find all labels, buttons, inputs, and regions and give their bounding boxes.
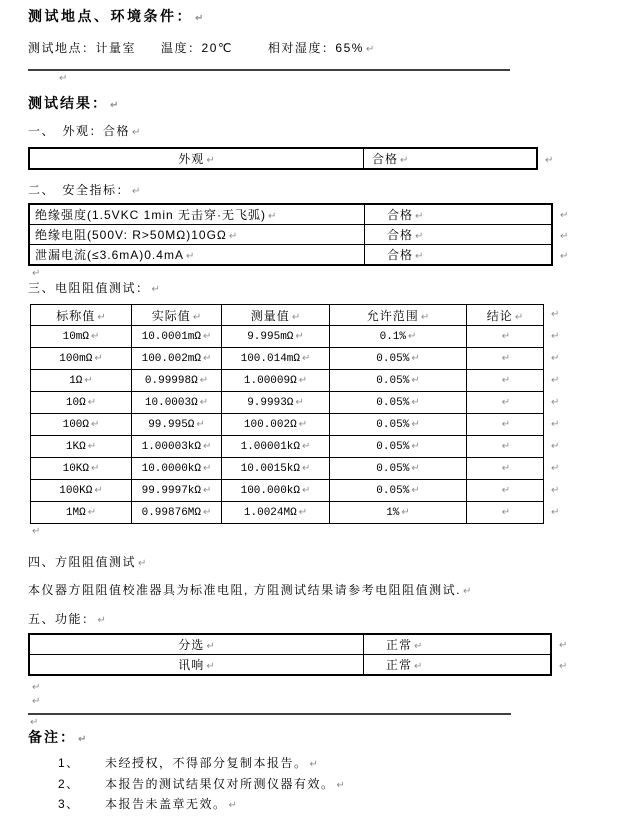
conclusion-cell	[467, 392, 544, 414]
safety-table	[28, 203, 580, 266]
range-cell	[330, 370, 467, 392]
safety-item-cell	[29, 204, 365, 225]
col-header-text: 标称值	[56, 308, 96, 323]
temperature-label: 温度：	[161, 41, 202, 55]
actual-value: 0.99998Ω	[144, 374, 198, 387]
empty-paragraph	[30, 266, 622, 280]
paragraph-mark-icon: ↵	[545, 154, 554, 166]
safety-item: 绝缘强度(1.5VKC 1min 无击穿·无飞弧)	[35, 208, 267, 222]
nominal-cell	[31, 414, 132, 436]
paragraph-mark-icon: ↵	[206, 641, 215, 652]
paragraph-mark-icon: ↵	[199, 396, 209, 408]
row-end-mark-cell	[552, 204, 579, 225]
range-value: 0.05%	[376, 396, 410, 409]
range-value: 0.1%	[379, 330, 406, 343]
paragraph-mark-icon: ↵	[97, 311, 106, 323]
paragraph-mark-icon: ↵	[501, 462, 511, 474]
row-end-mark-cell	[544, 458, 570, 480]
paragraph-mark-icon: ↵	[463, 586, 472, 597]
paragraph-mark-icon: ↵	[97, 615, 106, 626]
safety-result-cell	[365, 204, 553, 225]
paragraph-mark-icon: ↵	[302, 484, 311, 496]
paragraph-mark-icon: ↵	[501, 506, 511, 518]
conclusion-cell	[467, 436, 544, 458]
remark-item	[28, 775, 622, 796]
remark-number: 1、	[58, 756, 80, 770]
nominal-cell	[31, 348, 132, 370]
row-end-mark-cell	[552, 225, 579, 245]
paragraph-mark-icon: ↵	[206, 661, 215, 672]
resistance-heading	[28, 280, 622, 298]
paragraph-mark-icon: ↵	[132, 186, 141, 197]
conclusion-cell	[467, 370, 544, 392]
appearance-item-cell	[29, 148, 364, 169]
table-header-row	[31, 305, 570, 326]
function-result-cell	[364, 634, 552, 655]
nominal-value: 10Ω	[65, 396, 86, 409]
remarks-list	[28, 754, 622, 816]
env-conditions-title	[28, 8, 622, 27]
measured-value: 100.002Ω	[243, 418, 297, 431]
actual-cell	[132, 458, 222, 480]
paragraph-mark-icon: ↵	[203, 352, 212, 364]
paragraph-mark-icon: ↵	[559, 660, 568, 672]
conclusion-cell	[467, 414, 544, 436]
paragraph-mark-icon: ↵	[501, 352, 511, 364]
measured-cell	[222, 502, 330, 524]
nominal-cell	[31, 392, 132, 414]
empty-paragraph	[30, 694, 622, 708]
row-end-mark-cell	[544, 436, 570, 458]
conclusion-cell	[467, 326, 544, 348]
range-cell	[330, 326, 467, 348]
actual-cell	[132, 414, 222, 436]
safety-item: 绝缘电阻(500V: R>50MΩ)10GΩ	[35, 228, 227, 242]
range-cell	[330, 436, 467, 458]
paragraph-mark-icon: ↵	[309, 759, 318, 770]
paragraph-mark-icon: ↵	[110, 100, 119, 111]
measured-value: 1.0024MΩ	[243, 506, 297, 519]
location-value: 计量室	[95, 41, 137, 55]
sheet-resistance-note-text: 本仪器方阻阻值校准器具为标准电阻, 方阻测试结果请参考电阻阻值测试.	[28, 583, 462, 597]
paragraph-mark-icon: ↵	[203, 330, 212, 342]
nominal-value: 1MΩ	[65, 506, 86, 519]
paragraph-mark-icon: ↵	[203, 484, 212, 496]
paragraph-mark-icon: ↵	[298, 506, 308, 518]
conclusion-cell	[467, 348, 544, 370]
paragraph-mark-icon: ↵	[302, 440, 311, 452]
function-result: 正常	[386, 658, 413, 672]
paragraph-mark-icon: ↵	[298, 418, 308, 430]
appearance-item: 外观	[178, 152, 205, 166]
safety-result: 合格	[387, 228, 414, 242]
paragraph-mark-icon: ↵	[551, 506, 560, 518]
paragraph-mark-icon: ↵	[551, 462, 560, 474]
remark-text	[105, 795, 237, 816]
paragraph-mark-icon: ↵	[151, 284, 160, 295]
paragraph-mark-icon: ↵	[411, 484, 420, 496]
paragraph-mark-icon: ↵	[302, 462, 311, 474]
table-row	[29, 634, 578, 655]
col-header-actual	[132, 305, 222, 326]
functions-heading-text: 五、功能：	[28, 612, 96, 626]
safety-item-cell	[29, 225, 365, 245]
paragraph-mark-icon: ↵	[138, 558, 147, 569]
paragraph-mark-icon: ↵	[192, 311, 202, 323]
paragraph-mark-icon: ↵	[551, 374, 560, 386]
paragraph-mark-icon: ↵	[298, 374, 308, 386]
humidity-value: 65%	[335, 41, 364, 55]
nominal-cell	[31, 370, 132, 392]
table-row	[31, 480, 570, 502]
function-result: 正常	[386, 638, 413, 652]
row-end-mark-cell	[544, 305, 570, 326]
safety-result: 合格	[387, 208, 414, 222]
paragraph-mark-icon: ↵	[195, 13, 204, 24]
remark-number: 2、	[58, 776, 80, 791]
paragraph-mark-icon: ↵	[560, 210, 569, 222]
paragraph-mark-icon: ↵	[414, 661, 423, 672]
empty-paragraph	[30, 524, 622, 538]
functions-table	[28, 633, 579, 676]
actual-cell	[132, 502, 222, 524]
function-item: 分选	[178, 638, 205, 652]
safety-result: 合格	[387, 248, 414, 262]
nominal-value: 100Ω	[62, 418, 89, 431]
paragraph-mark-icon: ↵	[501, 330, 511, 342]
paragraph-mark-icon: ↵	[411, 440, 420, 452]
paragraph-mark-icon: ↵	[501, 396, 511, 408]
appearance-heading-text: 一、 外观：合格	[28, 124, 131, 138]
sheet-resistance-note	[28, 582, 622, 600]
paragraph-mark-icon: ↵	[302, 352, 311, 364]
safety-item-cell	[29, 245, 365, 266]
range-value: 1%	[386, 506, 400, 519]
actual-cell	[132, 326, 222, 348]
nominal-value: 100mΩ	[59, 352, 93, 365]
row-end-mark-cell	[544, 392, 570, 414]
paragraph-mark-icon: ↵	[132, 127, 141, 138]
remark-text-value: 本报告未盖章无效。	[105, 797, 227, 811]
table-row	[29, 245, 579, 266]
actual-cell	[132, 436, 222, 458]
nominal-cell	[31, 458, 132, 480]
paragraph-mark-icon: ↵	[560, 250, 569, 262]
humidity-label: 相对湿度：	[267, 41, 336, 55]
paragraph-mark-icon: ↵	[91, 330, 100, 342]
temperature-value: 20℃	[201, 41, 233, 55]
paragraph-mark-icon: ↵	[400, 155, 409, 166]
row-end-mark-cell	[544, 326, 570, 348]
actual-cell	[132, 370, 222, 392]
paragraph-mark-icon: ↵	[408, 330, 417, 342]
paragraph-mark-icon: ↵	[268, 211, 277, 222]
col-header-conclusion	[467, 305, 544, 326]
actual-value: 99.995Ω	[148, 418, 195, 431]
range-value: 0.05%	[376, 484, 410, 497]
paragraph-mark-icon: ↵	[559, 640, 568, 652]
actual-value: 10.0000kΩ	[141, 462, 202, 475]
actual-cell	[132, 480, 222, 502]
table-row	[31, 370, 570, 392]
paragraph-mark-icon: ↵	[185, 251, 195, 262]
measured-value: 1.00009Ω	[243, 374, 297, 387]
range-cell	[330, 348, 467, 370]
paragraph-mark-icon: ↵	[415, 231, 424, 242]
table-row	[31, 414, 570, 436]
measured-cell	[222, 326, 330, 348]
paragraph-mark-icon: ↵	[203, 506, 212, 518]
range-value: 0.05%	[376, 374, 410, 387]
appearance-result: 合格	[372, 152, 399, 166]
paragraph-mark-icon: ↵	[94, 352, 103, 364]
actual-cell	[132, 348, 222, 370]
col-header-allowed-range	[330, 305, 467, 326]
paragraph-mark-icon: ↵	[336, 779, 345, 791]
safety-result-cell	[365, 245, 553, 266]
actual-value: 10.0001mΩ	[141, 330, 202, 343]
row-end-mark-cell	[544, 370, 570, 392]
function-item-cell	[29, 634, 364, 655]
table-row	[29, 655, 578, 676]
remark-text-value: 未经授权，不得部分复制本报告。	[105, 756, 308, 770]
nominal-cell	[31, 480, 132, 502]
paragraph-mark-icon: ↵	[206, 155, 215, 166]
paragraph-mark-icon: ↵	[203, 440, 212, 452]
remark-item	[28, 754, 622, 775]
paragraph-mark-icon: ↵	[415, 251, 424, 262]
safety-heading	[28, 182, 622, 200]
measured-cell	[222, 436, 330, 458]
paragraph-mark-icon: ↵	[203, 462, 212, 474]
measured-value: 9.995mΩ	[247, 330, 294, 343]
paragraph-mark-icon: ↵	[91, 462, 100, 474]
nominal-value: 10KΩ	[62, 462, 89, 475]
measured-value: 100.014mΩ	[240, 352, 301, 365]
paragraph-mark-icon: ↵	[228, 231, 238, 242]
row-end-mark-cell	[544, 348, 570, 370]
env-conditions-line	[28, 40, 622, 58]
range-cell	[330, 458, 467, 480]
measured-cell	[222, 348, 330, 370]
row-end-mark-cell	[537, 148, 563, 169]
paragraph-mark-icon: ↵	[415, 211, 424, 222]
paragraph-mark-icon: ↵	[401, 506, 410, 518]
empty-paragraph	[28, 715, 622, 729]
paragraph-mark-icon: ↵	[59, 73, 68, 84]
function-result-cell	[364, 655, 552, 676]
remark-text-value: 本报告的测试结果仅对所测仪器有效。	[105, 776, 335, 791]
paragraph-mark-icon: ↵	[87, 396, 97, 408]
measured-cell	[222, 458, 330, 480]
appearance-table	[28, 147, 563, 170]
paragraph-mark-icon: ↵	[87, 440, 97, 452]
empty-paragraph	[57, 71, 622, 85]
paragraph-mark-icon: ↵	[91, 418, 100, 430]
paragraph-mark-icon: ↵	[228, 800, 237, 811]
row-end-mark-cell	[544, 480, 570, 502]
row-end-mark-cell	[551, 634, 578, 655]
appearance-result-cell	[364, 148, 538, 169]
conclusion-cell	[467, 502, 544, 524]
measured-value: 1.00001kΩ	[240, 440, 301, 453]
paragraph-mark-icon: ↵	[365, 44, 375, 55]
paragraph-mark-icon: ↵	[551, 396, 560, 408]
safety-result-cell	[365, 225, 553, 245]
remarks-title	[28, 729, 622, 748]
range-value: 0.05%	[376, 352, 410, 365]
col-header-text: 测量值	[250, 308, 290, 323]
paragraph-mark-icon: ↵	[411, 396, 420, 408]
table-row	[31, 458, 570, 480]
paragraph-mark-icon: ↵	[32, 682, 41, 693]
remark-text	[105, 775, 345, 796]
paragraph-mark-icon: ↵	[501, 418, 511, 430]
nominal-value: 1KΩ	[65, 440, 86, 453]
table-row	[31, 326, 570, 348]
function-item: 讯响	[178, 658, 205, 672]
actual-value: 10.0003Ω	[144, 396, 198, 409]
safety-item: 泄漏电流(≤3.6mA)0.4mA	[35, 248, 184, 262]
measured-value: 10.0015kΩ	[240, 462, 301, 475]
functions-heading	[28, 611, 622, 629]
safety-heading-text: 二、 安全指标：	[28, 183, 131, 197]
table-row	[29, 204, 579, 225]
actual-cell	[132, 392, 222, 414]
resistance-table	[30, 304, 570, 524]
nominal-value: 10mΩ	[62, 330, 89, 343]
results-title-text: 测试结果：	[28, 95, 108, 111]
paragraph-mark-icon: ↵	[291, 311, 301, 323]
col-header-nominal	[31, 305, 132, 326]
range-cell	[330, 414, 467, 436]
paragraph-mark-icon: ↵	[420, 311, 430, 323]
row-end-mark-cell	[552, 245, 579, 266]
paragraph-mark-icon: ↵	[30, 717, 39, 728]
range-cell	[330, 392, 467, 414]
remark-number: 3、	[58, 797, 80, 811]
table-row	[29, 225, 579, 245]
paragraph-mark-icon: ↵	[196, 418, 205, 430]
paragraph-mark-icon: ↵	[411, 374, 420, 386]
results-title	[28, 95, 622, 114]
paragraph-mark-icon: ↵	[78, 734, 87, 745]
location-label: 测试地点：	[28, 41, 96, 55]
paragraph-mark-icon: ↵	[414, 641, 423, 652]
paragraph-mark-icon: ↵	[411, 352, 420, 364]
paragraph-mark-icon: ↵	[295, 396, 304, 408]
table-row	[31, 348, 570, 370]
resistance-heading-text: 三、电阻阻值测试：	[28, 281, 150, 295]
empty-paragraph	[30, 680, 622, 694]
actual-value: 99.9997kΩ	[141, 484, 202, 497]
paragraph-mark-icon: ↵	[94, 484, 103, 496]
actual-value: 0.99876MΩ	[141, 506, 202, 519]
appearance-heading	[28, 123, 622, 141]
table-row	[31, 392, 570, 414]
col-header-text: 结论	[486, 308, 513, 323]
table-row	[31, 502, 570, 524]
row-end-mark-cell	[551, 655, 578, 676]
paragraph-mark-icon: ↵	[551, 352, 560, 364]
measured-value: 9.9993Ω	[247, 396, 294, 409]
range-value: 0.05%	[376, 440, 410, 453]
range-cell	[330, 480, 467, 502]
paragraph-mark-icon: ↵	[551, 418, 560, 430]
col-header-measured	[222, 305, 330, 326]
nominal-value: 100KΩ	[59, 484, 93, 497]
paragraph-mark-icon: ↵	[199, 374, 209, 386]
measured-cell	[222, 414, 330, 436]
paragraph-mark-icon: ↵	[501, 440, 511, 452]
paragraph-mark-icon: ↵	[551, 309, 560, 320]
row-end-mark-cell	[544, 414, 570, 436]
actual-value: 1.00003kΩ	[141, 440, 202, 453]
conclusion-cell	[467, 480, 544, 502]
range-value: 0.05%	[376, 462, 410, 475]
range-cell	[330, 502, 467, 524]
table-row	[31, 436, 570, 458]
paragraph-mark-icon: ↵	[551, 484, 560, 496]
col-header-text: 实际值	[151, 308, 191, 323]
env-conditions-title-text: 测试地点、环境条件：	[28, 8, 193, 24]
measured-cell	[222, 480, 330, 502]
paragraph-mark-icon: ↵	[32, 268, 41, 279]
paragraph-mark-icon: ↵	[551, 440, 560, 452]
measured-cell	[222, 370, 330, 392]
remark-item	[28, 795, 622, 816]
nominal-cell	[31, 326, 132, 348]
paragraph-mark-icon: ↵	[514, 311, 524, 323]
paragraph-mark-icon: ↵	[32, 696, 41, 707]
row-end-mark-cell	[544, 502, 570, 524]
paragraph-mark-icon: ↵	[411, 418, 420, 430]
paragraph-mark-icon: ↵	[32, 526, 41, 537]
actual-value: 100.002mΩ	[141, 352, 202, 365]
nominal-cell	[31, 502, 132, 524]
paragraph-mark-icon: ↵	[87, 506, 97, 518]
paragraph-mark-icon: ↵	[295, 330, 304, 342]
paragraph-mark-icon: ↵	[551, 330, 560, 342]
paragraph-mark-icon: ↵	[411, 462, 420, 474]
table-row	[29, 148, 563, 169]
measured-cell	[222, 392, 330, 414]
paragraph-mark-icon: ↵	[501, 374, 511, 386]
paragraph-mark-icon: ↵	[560, 230, 569, 242]
remarks-title-text: 备注：	[28, 729, 76, 745]
paragraph-mark-icon: ↵	[84, 374, 93, 386]
remark-text	[105, 754, 318, 775]
measured-value: 100.000kΩ	[240, 484, 301, 497]
nominal-cell	[31, 436, 132, 458]
col-header-text: 允许范围	[366, 308, 419, 323]
function-item-cell	[29, 655, 364, 676]
range-value: 0.05%	[376, 418, 410, 431]
paragraph-mark-icon: ↵	[501, 484, 511, 496]
sheet-resistance-heading-text: 四、方阻阻值测试	[28, 555, 137, 569]
nominal-value: 1Ω	[69, 374, 83, 387]
conclusion-cell	[467, 458, 544, 480]
sheet-resistance-heading	[28, 554, 622, 572]
